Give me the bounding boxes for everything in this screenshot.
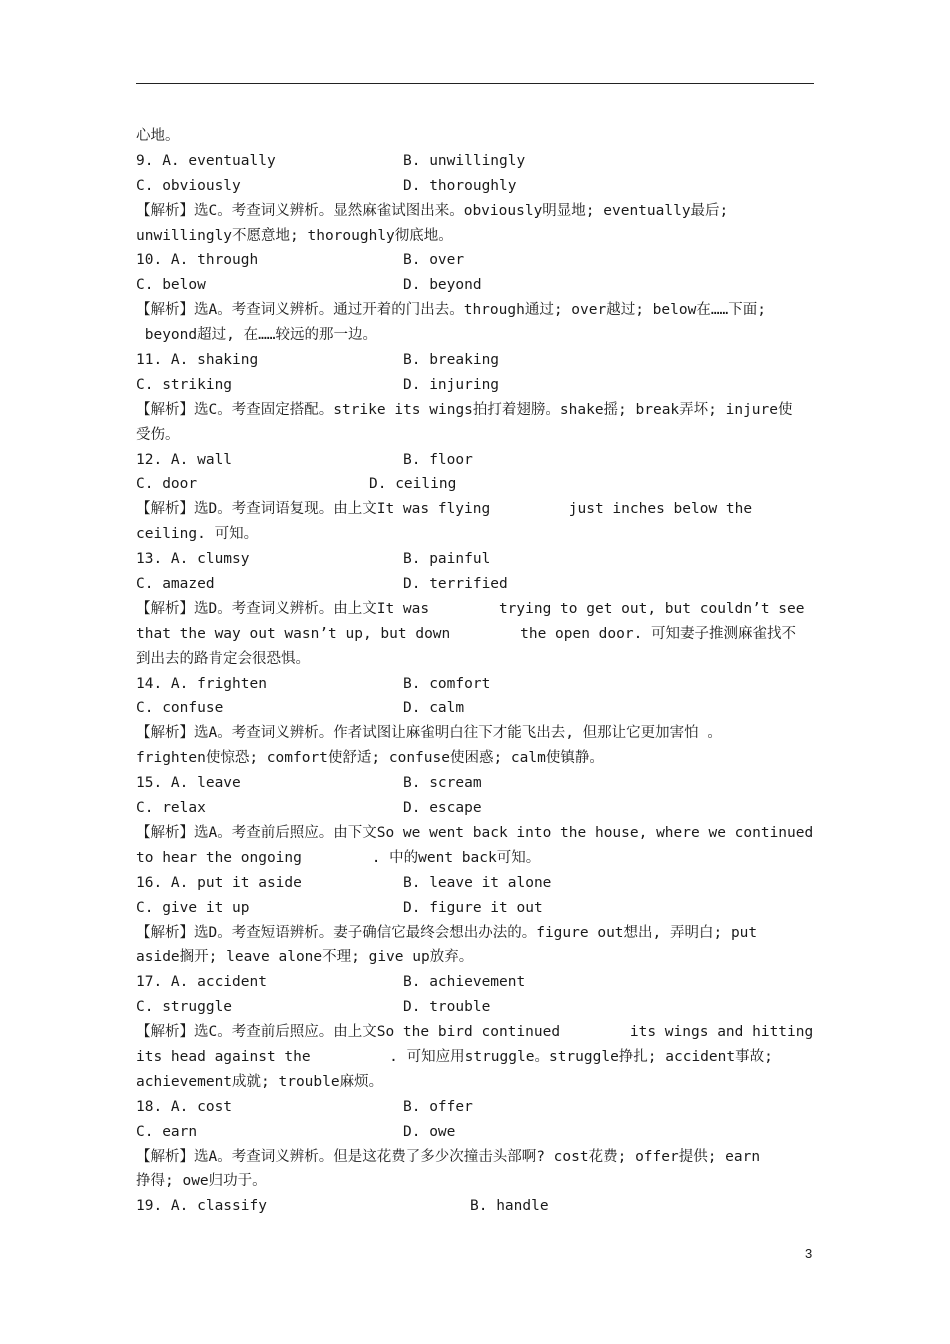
text-line: 【解析】选C。考查固定搭配。strike its wings拍打着翅膀。shake摇; break弄坏; injure使 (136, 401, 793, 418)
text-line: 【解析】选D。考查短语辨析。妻子确信它最终会想出办法的。figure out想出, 弄明白; put (136, 924, 758, 941)
option-left: 18. A. cost (136, 1098, 233, 1115)
text-line: to hear the ongoing . 中的went back可知。 (136, 849, 541, 866)
option-left: C. door (136, 476, 198, 493)
option-row (136, 672, 816, 697)
option-row (136, 871, 816, 896)
text-line: achievement成就; trouble麻烦。 (136, 1073, 384, 1090)
option-row (136, 1194, 816, 1219)
option-left: 17. A. accident (136, 974, 267, 991)
option-right: B. breaking (403, 352, 500, 369)
text-line: beyond超过, 在……较远的那一边。 (136, 327, 378, 344)
option-row (136, 796, 816, 821)
page-number: 3 (805, 1246, 813, 1261)
option-left: 9. A. eventually (136, 152, 276, 169)
option-right: D. thoroughly (403, 177, 517, 194)
option-left: C. striking (136, 376, 233, 393)
option-right: D. beyond (403, 277, 482, 294)
option-left: 16. A. put it aside (136, 874, 302, 891)
option-row (136, 1095, 816, 1120)
text-line: ceiling. 可知。 (136, 526, 259, 543)
option-row (136, 448, 816, 473)
text-line: 到出去的路肯定会很恐惧。 (136, 650, 310, 667)
option-left: C. confuse (136, 700, 224, 717)
option-right: B. leave it alone (403, 874, 552, 891)
option-row (136, 970, 816, 995)
option-row (136, 174, 816, 199)
option-left: 12. A. wall (136, 451, 233, 468)
option-right: B. unwillingly (403, 152, 526, 169)
header-rule (136, 83, 814, 84)
text-line: 【解析】选A。考查词义辨析。作者试图让麻雀明白往下才能飞出去, 但那让它更加害怕 。 (136, 725, 722, 742)
text-line: 【解析】选A。考查词义辨析。通过开着的门出去。through通过; over越过; below在……下面; (136, 302, 767, 319)
option-right: B. painful (403, 551, 491, 568)
option-row (136, 696, 816, 721)
text-line: 【解析】选C。考查词义辨析。显然麻雀试图出来。obviously明显地; eventually最后; (136, 202, 729, 219)
option-left: C. obviously (136, 177, 241, 194)
option-right: B. scream (403, 775, 482, 792)
text-line: 受伤。 (136, 426, 180, 443)
option-left: C. relax (136, 800, 206, 817)
option-right: B. achievement (403, 974, 526, 991)
text-line: unwillingly不愿意地; thoroughly彻底地。 (136, 227, 453, 244)
option-left: 15. A. leave (136, 775, 241, 792)
option-row (136, 248, 816, 273)
option-right: D. ceiling (369, 476, 457, 493)
option-row (136, 995, 816, 1020)
option-right: D. terrified (403, 576, 508, 593)
text-line: 【解析】选C。考查前后照应。由上文So the bird continued its wings and hitting (136, 1024, 814, 1041)
option-row (136, 149, 816, 174)
option-right: B. handle (470, 1198, 549, 1215)
option-row (136, 771, 816, 796)
option-right: B. comfort (403, 675, 491, 692)
text-line: 【解析】选D。考查词义辨析。由上文It was trying to get out, but couldn’t see (136, 600, 805, 617)
option-left: 10. A. through (136, 252, 259, 269)
option-row (136, 373, 816, 398)
option-left: 19. A. classify (136, 1198, 267, 1215)
text-line: its head against the . 可知应用struggle。struggle挣扎; accident事故; (136, 1048, 773, 1065)
text-line: that the way out wasn’t up, but down the open door. 可知妻子推测麻雀找不 (136, 625, 797, 642)
option-right: D. figure it out (403, 899, 543, 916)
option-right: D. calm (403, 700, 465, 717)
text-line: 心地。 (136, 128, 180, 144)
option-row (136, 1120, 816, 1145)
option-left: 11. A. shaking (136, 352, 259, 369)
option-right: B. offer (403, 1098, 473, 1115)
text-line: frighten使惊恐; comfort使舒适; confuse使困惑; calm使镇静。 (136, 750, 604, 767)
text-line: 【解析】选D。考查词语复现。由上文It was flying just inches below the (136, 501, 753, 518)
option-left: 13. A. clumsy (136, 551, 250, 568)
option-right: B. floor (403, 451, 473, 468)
option-right: D. injuring (403, 376, 500, 393)
option-right: B. over (403, 252, 465, 269)
option-row (136, 273, 816, 298)
option-left: C. earn (136, 1123, 198, 1140)
option-left: C. struggle (136, 999, 233, 1016)
text-line: 挣得; owe归功于。 (136, 1173, 267, 1190)
option-left: C. below (136, 277, 206, 294)
option-right: D. owe (403, 1123, 456, 1140)
option-left: C. give it up (136, 899, 250, 916)
option-left: 14. A. frighten (136, 675, 267, 692)
text-line: 【解析】选A。考查前后照应。由下文So we went back into the house, where we continued (136, 824, 814, 841)
option-row (136, 547, 816, 572)
document-body (136, 124, 816, 1219)
text-line: aside搁开; leave alone不理; give up放弃。 (136, 949, 474, 966)
text-line: 【解析】选A。考查词义辨析。但是这花费了多少次撞击头部啊? cost花费; offer提供; earn (136, 1148, 761, 1165)
option-row (136, 472, 816, 497)
option-row (136, 348, 816, 373)
option-right: D. trouble (403, 999, 491, 1016)
option-left: C. amazed (136, 576, 215, 593)
option-row (136, 896, 816, 921)
option-right: D. escape (403, 800, 482, 817)
option-row (136, 572, 816, 597)
